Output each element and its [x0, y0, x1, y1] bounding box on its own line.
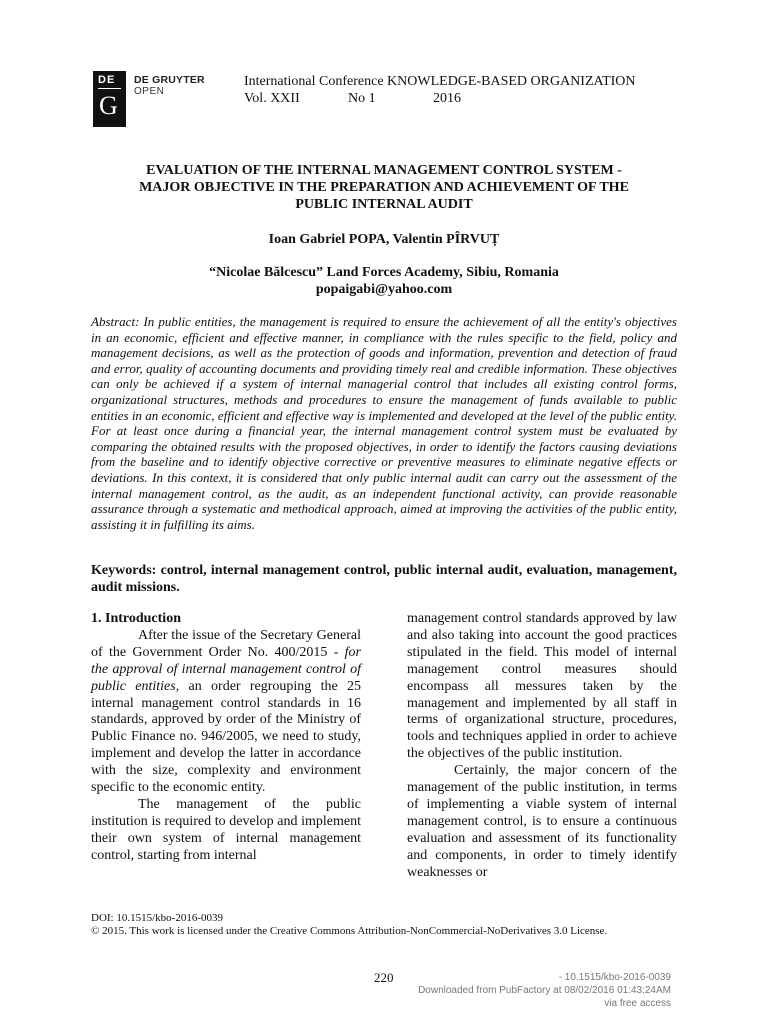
- publisher-logo: [93, 71, 126, 127]
- paragraph-text: , an order regrouping the 25 internal management control standards in 16 standards, approved by order of the Ministry of Public Finance no. 946/2005, we need to study, implement and develop the latter in accordance with the size, complexity and environment specific to the economic entity.: [91, 678, 361, 796]
- title-line: EVALUATION OF THE INTERNAL MANAGEMENT CONTROL SYSTEM -: [146, 163, 622, 178]
- section-heading: 1. Introduction: [91, 611, 181, 626]
- page-number: 220: [374, 970, 394, 985]
- abstract: [91, 314, 677, 532]
- author-email: popaigabi@yahoo.com: [315, 282, 453, 297]
- conference-name: International Conference KNOWLEDGE-BASED ORGANIZATION: [244, 74, 636, 89]
- order-title-italic: for the approval of internal management control of public entities: [91, 644, 361, 694]
- abstract-text: : In public entities, the management is required to ensure the achievement of all the entity's objectives in an economic, efficient and effective manner, in compliance with the rules specific to the field, policy and management decisions, as well as the protection of goods and information, prevention and detection of fraud and error, quality of accounting documents and providing timely real and credible information. These objectives can only be achieved if a system of internal managerial control that includes all existing control forms, organizational structures, methods and procedures to ensure the management of funds available to public entities in an economic, efficient and effective way is implemented and developed at the level of the public entity. For at least once during a financial year, the internal management control system must be evaluated by comparing the obtained results with the proposed objectives, in order to identify the factors causing deviations from the baseline and to identify objective corrective or preventive measures to eliminate negative effects or deviations. In this context, it is considered that only public internal audit can carry out the assessment of the internal management control, as the audit, as an independent functional activity, can provide reasonable assurance through a systematic and methodical approach, aimed at improving the activities of the public entity, assisting it in fulfilling its aims.: [91, 314, 677, 532]
- logo-text-top: DE: [98, 74, 116, 86]
- body-paragraph: [91, 628, 361, 797]
- paper-affiliation: “Nicolae Bălcescu” Land Forces Academy, Sibiu, Romania: [209, 265, 559, 280]
- logo-text-bottom: G: [99, 91, 118, 120]
- doi-text: DOI: 10.1515/kbo-2016-0039: [91, 912, 223, 924]
- logo-divider: [98, 88, 121, 89]
- body-right-column: [407, 611, 677, 882]
- keywords: Keywords: control, internal management control, public internal audit, evaluation, management, audit missions.: [91, 563, 677, 595]
- conference-volume: Vol. XXII: [244, 91, 300, 106]
- conference-number: No 1: [348, 91, 376, 106]
- license-text: © 2015. This work is licensed under the Creative Commons Attribution-NonCommercial-NoDerivatives 3.0 License.: [91, 925, 608, 937]
- paper-title: [90, 162, 678, 213]
- download-info: Downloaded from PubFactory at 08/02/2016 01:43:24AM: [418, 985, 671, 996]
- body-paragraph: The management of the public institution is required to develop and implement their own system of internal management control, starting from internal: [91, 796, 361, 863]
- publisher-imprint: OPEN: [134, 86, 165, 97]
- body-left-column: [91, 611, 361, 865]
- download-access: via free access: [604, 998, 671, 1009]
- abstract-label: Abstract: [91, 314, 136, 329]
- paper-authors: Ioan Gabriel POPA, Valentin PÎRVUȚ: [268, 232, 500, 247]
- publisher-name: DE GRUYTER: [134, 74, 205, 86]
- paragraph-text: After the issue of the Secretary General of the Government Order No. 400/2015 -: [91, 627, 361, 660]
- title-line: PUBLIC INTERNAL AUDIT: [295, 197, 473, 212]
- download-doi: - 10.1515/kbo-2016-0039: [558, 972, 671, 983]
- conference-year: 2016: [433, 91, 461, 106]
- footnote: [91, 912, 607, 938]
- download-stamp: [418, 971, 671, 1010]
- body-paragraph: Certainly, the major concern of the management of the public institution, in terms of implementing a viable system of internal management control, is to ensure a continuous evaluation and assessment of its functionality and components, in order to timely identify weaknesses or: [407, 763, 677, 880]
- title-line: MAJOR OBJECTIVE IN THE PREPARATION AND ACHIEVEMENT OF THE: [139, 180, 629, 195]
- body-paragraph: management control standards approved by law and also taking into account the good practices stipulated in the field. This model of internal management control measures should encompass all messures taken by the management and implemented by all staff in terms of organizational structure, procedures, tools and techniques applied in order to achieve the objectives of the public institution.: [407, 611, 677, 762]
- conference-volume-line: [244, 91, 464, 107]
